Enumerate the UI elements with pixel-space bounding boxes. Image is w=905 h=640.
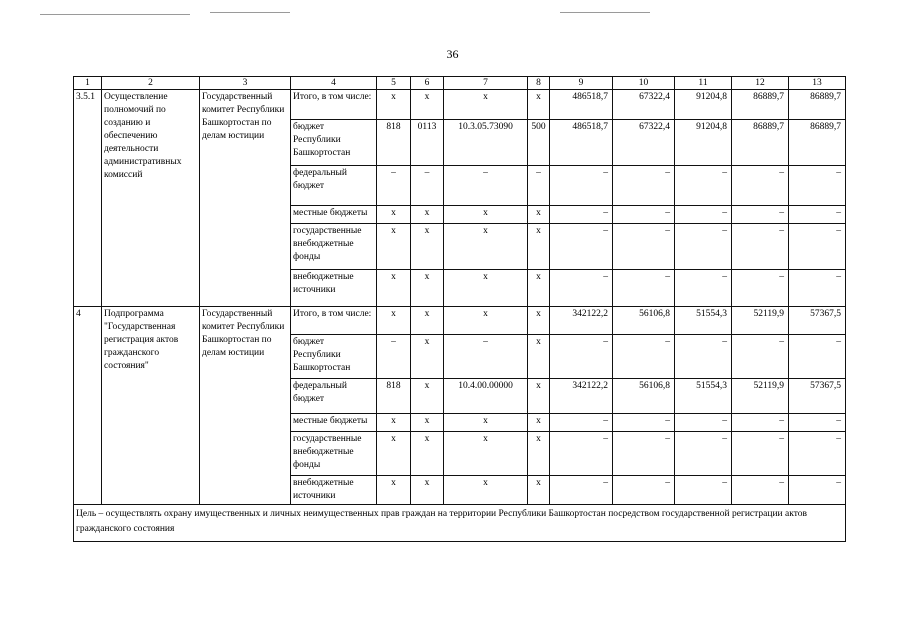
value-cell: х bbox=[377, 307, 411, 335]
value-cell: х bbox=[411, 432, 444, 476]
value-cell: 91204,8 bbox=[675, 120, 732, 166]
value-cell: – bbox=[613, 476, 675, 505]
value-cell: х bbox=[411, 476, 444, 505]
value-cell: х bbox=[528, 432, 550, 476]
value-cell: – bbox=[550, 476, 613, 505]
value-cell: х bbox=[528, 379, 550, 414]
header-cell: 3 bbox=[200, 77, 291, 90]
budget-table bbox=[73, 76, 846, 542]
value-cell: – bbox=[675, 166, 732, 206]
section-name: Осуществление полномочий по созданию и обеспечению деятельности административных комиссий bbox=[102, 90, 200, 307]
header-cell: 1 bbox=[74, 77, 102, 90]
value-cell: – bbox=[675, 432, 732, 476]
value-cell: х bbox=[528, 414, 550, 432]
value-cell: – bbox=[377, 335, 411, 379]
header-cell: 7 bbox=[444, 77, 528, 90]
value-cell: – bbox=[789, 414, 846, 432]
value-cell: 91204,8 bbox=[675, 90, 732, 120]
value-cell: х bbox=[528, 476, 550, 505]
value-cell: х bbox=[528, 270, 550, 307]
funding-source: государственные внебюджетные фонды bbox=[291, 224, 377, 270]
header-cell: 9 bbox=[550, 77, 613, 90]
value-cell: – bbox=[444, 166, 528, 206]
value-cell: – bbox=[732, 224, 789, 270]
value-cell: 57367,5 bbox=[789, 379, 846, 414]
header-cell: 10 bbox=[613, 77, 675, 90]
value-cell: 86889,7 bbox=[789, 90, 846, 120]
funding-source: бюджет Республики Башкортостан bbox=[291, 335, 377, 379]
value-cell: х bbox=[528, 206, 550, 224]
funding-source: внебюджетные источники bbox=[291, 476, 377, 505]
value-cell: 486518,7 bbox=[550, 90, 613, 120]
value-cell: х bbox=[444, 476, 528, 505]
value-cell: – bbox=[789, 206, 846, 224]
funding-source: бюджет Республики Башкортостан bbox=[291, 120, 377, 166]
value-cell: х bbox=[528, 335, 550, 379]
value-cell: х bbox=[528, 224, 550, 270]
value-cell: – bbox=[675, 206, 732, 224]
value-cell: 10.3.05.73090 bbox=[444, 120, 528, 166]
value-cell: х bbox=[411, 270, 444, 307]
value-cell: 67322,4 bbox=[613, 120, 675, 166]
funding-source: местные бюджеты bbox=[291, 206, 377, 224]
value-cell: х bbox=[444, 414, 528, 432]
value-cell: 86889,7 bbox=[732, 120, 789, 166]
value-cell: 52119,9 bbox=[732, 379, 789, 414]
value-cell: х bbox=[444, 90, 528, 120]
value-cell: – bbox=[528, 166, 550, 206]
scan-artifact bbox=[40, 14, 190, 15]
funding-source: государственные внебюджетные фонды bbox=[291, 432, 377, 476]
value-cell: – bbox=[675, 224, 732, 270]
table-row bbox=[74, 90, 846, 120]
funding-source: федеральный бюджет bbox=[291, 166, 377, 206]
value-cell: х bbox=[528, 307, 550, 335]
value-cell: – bbox=[444, 335, 528, 379]
header-cell: 8 bbox=[528, 77, 550, 90]
value-cell: – bbox=[613, 166, 675, 206]
value-cell: 86889,7 bbox=[789, 120, 846, 166]
value-cell: х bbox=[411, 335, 444, 379]
header-cell: 4 bbox=[291, 77, 377, 90]
value-cell: 86889,7 bbox=[732, 90, 789, 120]
page-number: 36 bbox=[446, 47, 459, 61]
value-cell: х bbox=[411, 90, 444, 120]
value-cell: х bbox=[444, 224, 528, 270]
section-number: 3.5.1 bbox=[74, 90, 102, 307]
value-cell: – bbox=[732, 414, 789, 432]
header-row bbox=[74, 77, 846, 90]
funding-source: федеральный бюджет bbox=[291, 379, 377, 414]
value-cell: 67322,4 bbox=[613, 90, 675, 120]
value-cell: 0113 bbox=[411, 120, 444, 166]
section-executor: Государственный комитет Республики Башкортостан по делам юстиции bbox=[200, 90, 291, 307]
header-cell: 6 bbox=[411, 77, 444, 90]
value-cell: – bbox=[613, 432, 675, 476]
value-cell: – bbox=[732, 206, 789, 224]
value-cell: х bbox=[411, 379, 444, 414]
value-cell: – bbox=[550, 432, 613, 476]
value-cell: – bbox=[675, 414, 732, 432]
value-cell: 818 bbox=[377, 120, 411, 166]
value-cell: 51554,3 bbox=[675, 379, 732, 414]
value-cell: – bbox=[377, 166, 411, 206]
funding-source: местные бюджеты bbox=[291, 414, 377, 432]
value-cell: – bbox=[550, 166, 613, 206]
value-cell: – bbox=[550, 206, 613, 224]
value-cell: 500 bbox=[528, 120, 550, 166]
value-cell: 56106,8 bbox=[613, 307, 675, 335]
value-cell: х bbox=[377, 90, 411, 120]
value-cell: – bbox=[675, 335, 732, 379]
value-cell: – bbox=[789, 166, 846, 206]
value-cell: – bbox=[789, 224, 846, 270]
value-cell: 56106,8 bbox=[613, 379, 675, 414]
value-cell: – bbox=[550, 270, 613, 307]
value-cell: – bbox=[550, 335, 613, 379]
value-cell: – bbox=[789, 335, 846, 379]
value-cell: 51554,3 bbox=[675, 307, 732, 335]
value-cell: 342122,2 bbox=[550, 307, 613, 335]
value-cell: – bbox=[613, 270, 675, 307]
value-cell: 818 bbox=[377, 379, 411, 414]
value-cell: х bbox=[377, 206, 411, 224]
value-cell: – bbox=[732, 166, 789, 206]
value-cell: 486518,7 bbox=[550, 120, 613, 166]
header-cell: 2 bbox=[102, 77, 200, 90]
section-name: Подпрограмма "Государственная регистрация актов гражданского состояния" bbox=[102, 307, 200, 505]
funding-source: внебюджетные источники bbox=[291, 270, 377, 307]
funding-source: Итого, в том числе: bbox=[291, 307, 377, 335]
scan-artifact bbox=[210, 12, 290, 13]
section-executor: Государственный комитет Республики Башкортостан по делам юстиции bbox=[200, 307, 291, 505]
header-cell: 12 bbox=[732, 77, 789, 90]
goal-text: Цель – осуществлять охрану имущественных и личных неимущественных прав граждан на территории Республики Башкортостан посредством государственной регистрации актов гражданского состояния bbox=[74, 505, 846, 542]
value-cell: – bbox=[613, 414, 675, 432]
value-cell: – bbox=[732, 335, 789, 379]
value-cell: – bbox=[789, 476, 846, 505]
scan-artifact bbox=[560, 12, 650, 13]
header-cell: 13 bbox=[789, 77, 846, 90]
value-cell: х bbox=[411, 414, 444, 432]
value-cell: – bbox=[675, 476, 732, 505]
value-cell: – bbox=[550, 414, 613, 432]
value-cell: – bbox=[613, 224, 675, 270]
value-cell: – bbox=[675, 270, 732, 307]
funding-source: Итого, в том числе: bbox=[291, 90, 377, 120]
value-cell: – bbox=[613, 335, 675, 379]
value-cell: – bbox=[789, 270, 846, 307]
value-cell: х bbox=[444, 270, 528, 307]
value-cell: х bbox=[444, 206, 528, 224]
goal-row bbox=[74, 505, 846, 542]
header-cell: 11 bbox=[675, 77, 732, 90]
value-cell: – bbox=[613, 206, 675, 224]
value-cell: х bbox=[377, 224, 411, 270]
value-cell: – bbox=[411, 166, 444, 206]
value-cell: – bbox=[789, 432, 846, 476]
table-row bbox=[74, 307, 846, 335]
value-cell: х bbox=[528, 90, 550, 120]
value-cell: х bbox=[411, 206, 444, 224]
value-cell: х bbox=[377, 270, 411, 307]
value-cell: – bbox=[732, 476, 789, 505]
value-cell: 10.4.00.00000 bbox=[444, 379, 528, 414]
value-cell: – bbox=[732, 432, 789, 476]
value-cell: 57367,5 bbox=[789, 307, 846, 335]
value-cell: х bbox=[377, 432, 411, 476]
value-cell: х bbox=[411, 224, 444, 270]
value-cell: х bbox=[377, 476, 411, 505]
section-number: 4 bbox=[74, 307, 102, 505]
value-cell: – bbox=[550, 224, 613, 270]
value-cell: х bbox=[411, 307, 444, 335]
value-cell: х bbox=[444, 432, 528, 476]
value-cell: – bbox=[732, 270, 789, 307]
value-cell: х bbox=[377, 414, 411, 432]
value-cell: 342122,2 bbox=[550, 379, 613, 414]
value-cell: 52119,9 bbox=[732, 307, 789, 335]
value-cell: х bbox=[444, 307, 528, 335]
header-cell: 5 bbox=[377, 77, 411, 90]
